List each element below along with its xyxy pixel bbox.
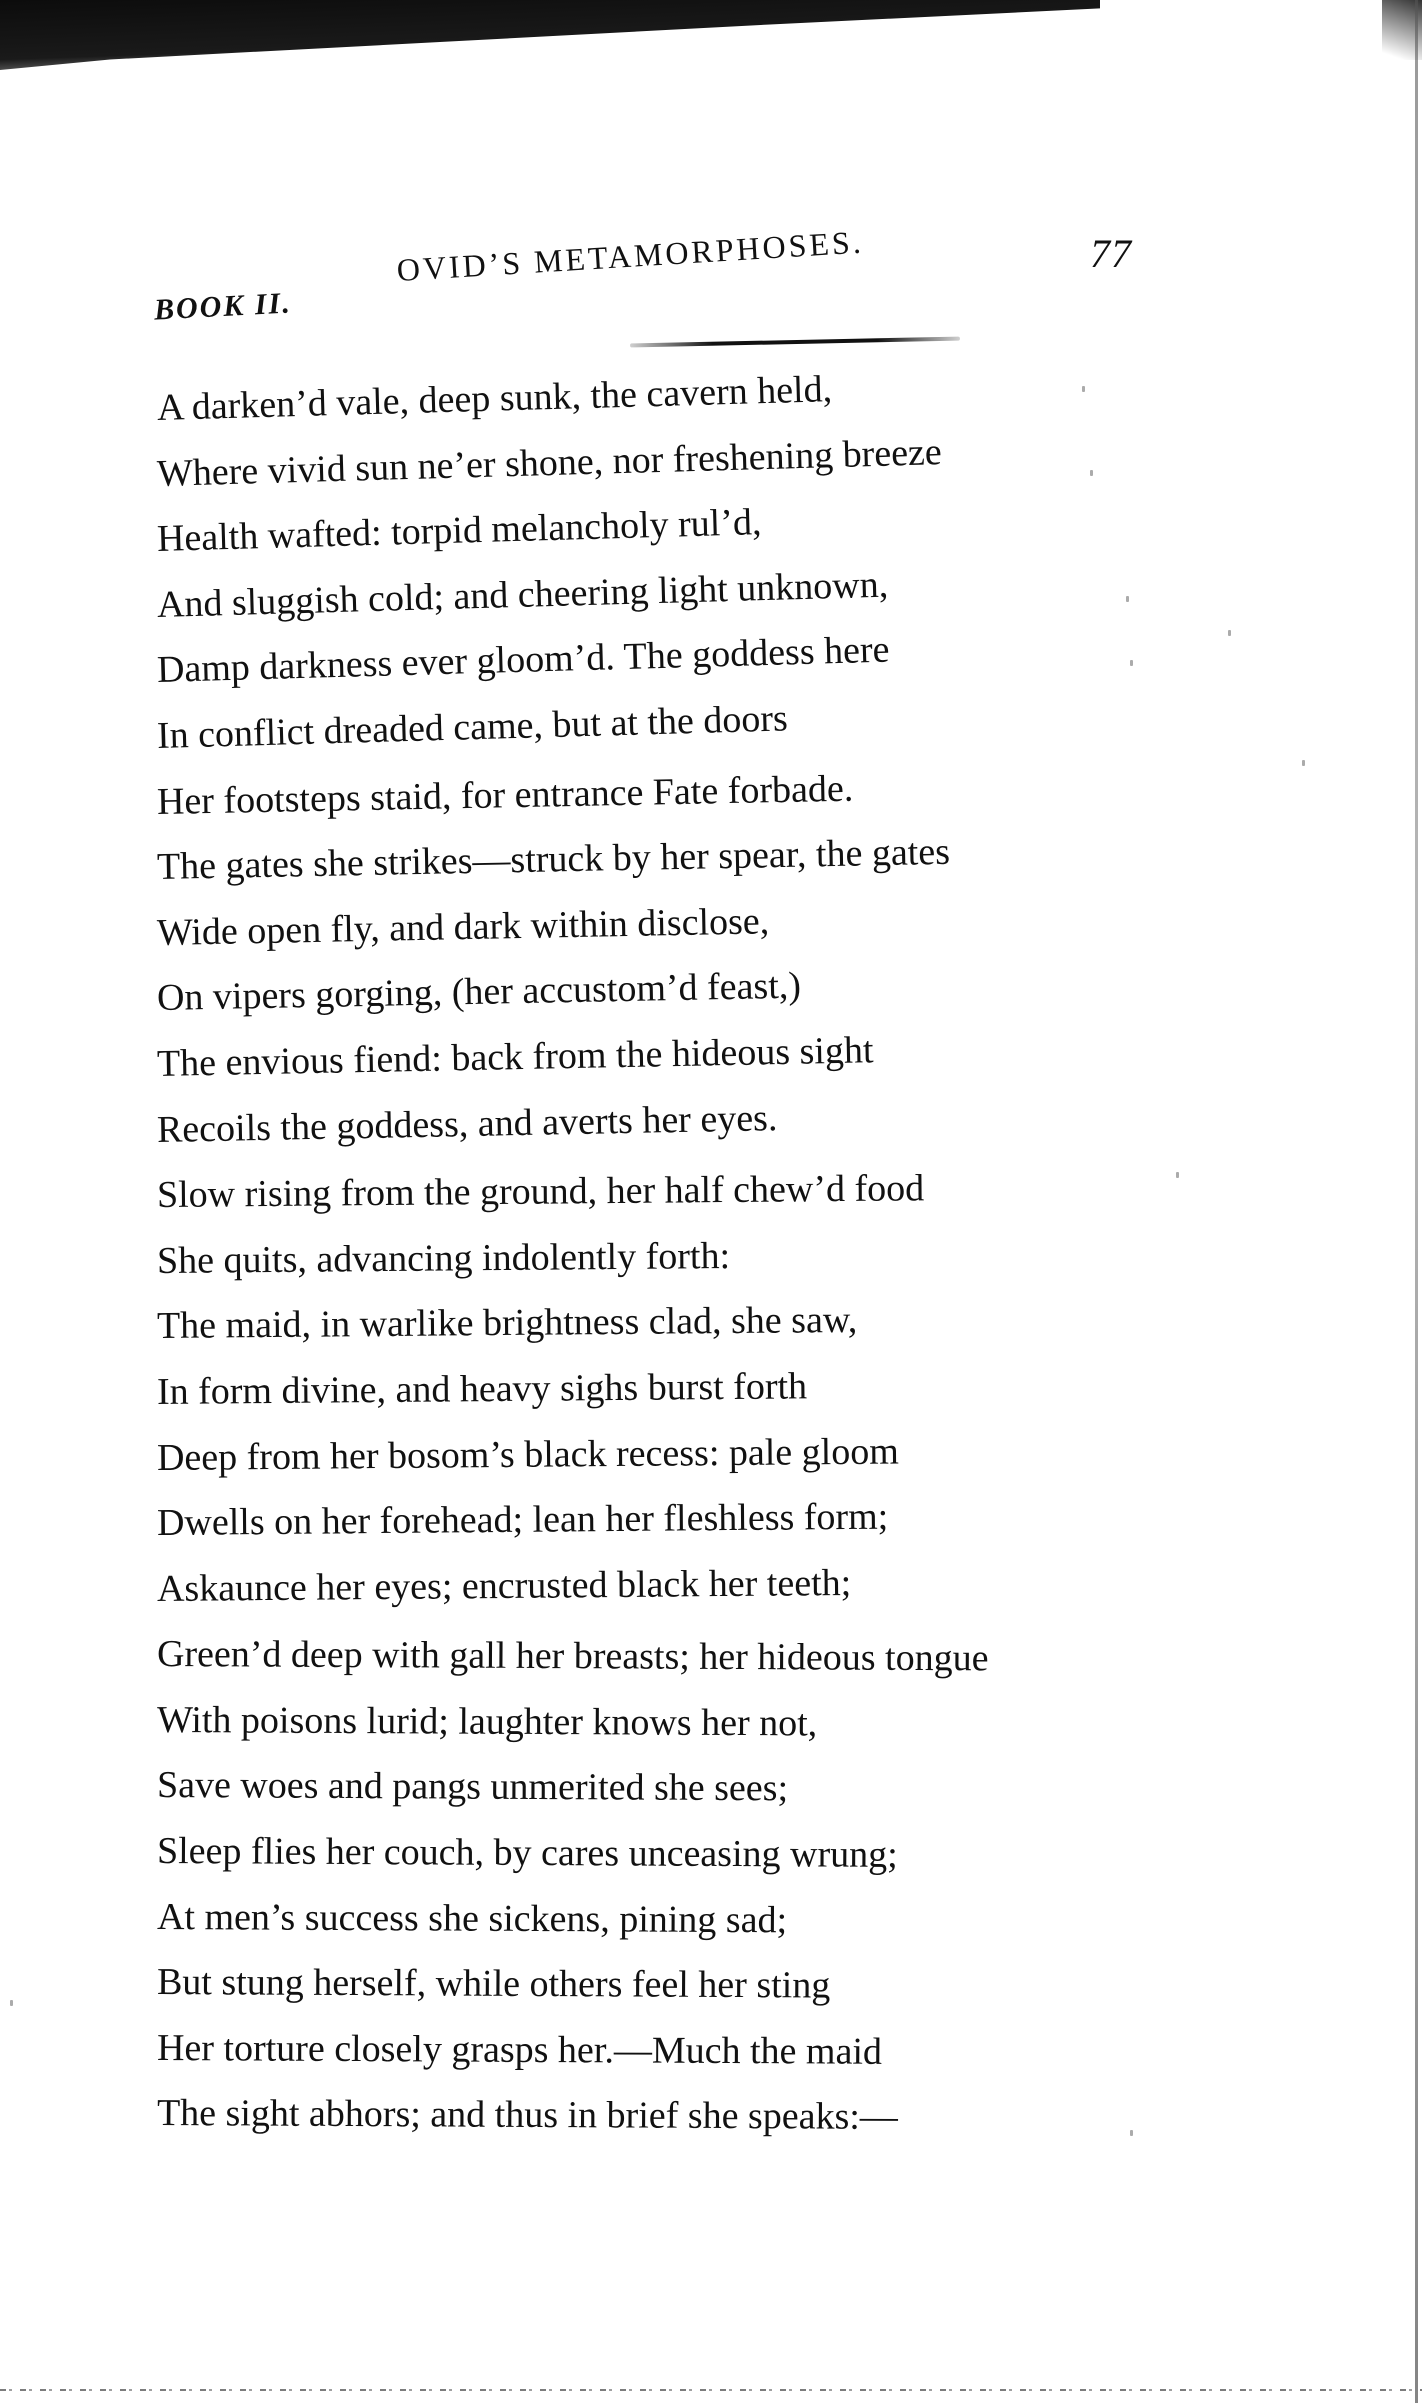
verse-line: Deep from her bosom’s black recess: pale gloom — [156, 1430, 899, 1479]
verse-line: The envious fiend: back from the hideous sight — [156, 1029, 874, 1085]
book-label: BOOK II. — [153, 286, 293, 327]
scan-speck — [1302, 760, 1305, 766]
verse-line: Save woes and pangs unmerited she sees; — [156, 1764, 789, 1810]
scan-speck — [1228, 630, 1231, 636]
verse-line: And sluggish cold; and cheering light unknown, — [156, 563, 889, 626]
scan-speck — [10, 2000, 13, 2006]
scan-shadow-top — [0, 0, 1100, 70]
verse-line: Her torture closely grasps her.—Much the maid — [156, 2026, 883, 2073]
verse-line: Where vivid sun ne’er shone, nor freshening breeze — [156, 430, 943, 495]
verse-line: But stung herself, while others feel her sting — [156, 1961, 831, 2007]
verse-line: At men’s success she sickens, pining sad; — [156, 1895, 788, 1941]
verse-line: With poisons lurid; laughter knows her not, — [156, 1698, 818, 1745]
page-edge-right — [1415, 0, 1418, 2403]
scan-speck — [1130, 660, 1133, 666]
verse-line: Health wafted: torpid melancholy rul’d, — [156, 501, 762, 561]
verse-line: Askaunce her eyes; encrusted black her teeth; — [156, 1561, 852, 1610]
page-number: 77 — [1090, 231, 1132, 276]
verse-line: The maid, in warlike brightness clad, she saw, — [156, 1299, 858, 1348]
verse-line: A darken’d vale, deep sunk, the cavern held, — [156, 368, 833, 429]
page-edge-bottom — [0, 2389, 1422, 2391]
verse-line: On vipers gorging, (her accustom’d feast,) — [156, 964, 802, 1020]
scan-speck — [1082, 386, 1085, 392]
verse-line: Wide open fly, and dark within disclose, — [156, 899, 770, 954]
verse-line: Slow rising from the ground, her half chew’d food — [156, 1167, 925, 1217]
verse-line: Her footsteps staid, for entrance Fate forbade. — [156, 767, 854, 823]
verse-line: Dwells on her forehead; lean her fleshless form; — [156, 1495, 889, 1545]
verse-line: Recoils the goddess, and averts her eyes. — [156, 1096, 778, 1151]
verse-line: Damp darkness ever gloom’d. The goddess here — [156, 628, 890, 692]
verse-line: The sight abhors; and thus in brief she speaks:— — [156, 2092, 898, 2139]
scan-speck — [1130, 2130, 1133, 2136]
scan-speck — [1090, 470, 1093, 476]
scan-speck — [1176, 1172, 1179, 1178]
verse-line: Green’d deep with gall her breasts; her hideous tongue — [156, 1633, 989, 1680]
verse-line: The gates she strikes—struck by her spear, the gates — [156, 830, 951, 889]
verse-line: In conflict dreaded came, but at the doors — [156, 697, 789, 757]
scan-speck — [1126, 596, 1129, 602]
title-rule — [630, 337, 960, 348]
poem-text — [156, 368, 1157, 2176]
verse-line: Sleep flies her couch, by cares unceasing wrung; — [156, 1830, 898, 1876]
running-title: OVID’S METAMORPHOSES. — [395, 223, 865, 289]
verse-line: She quits, advancing indolently forth: — [156, 1234, 731, 1282]
verse-line: In form divine, and heavy sighs burst forth — [156, 1365, 808, 1413]
running-header — [150, 223, 1140, 350]
